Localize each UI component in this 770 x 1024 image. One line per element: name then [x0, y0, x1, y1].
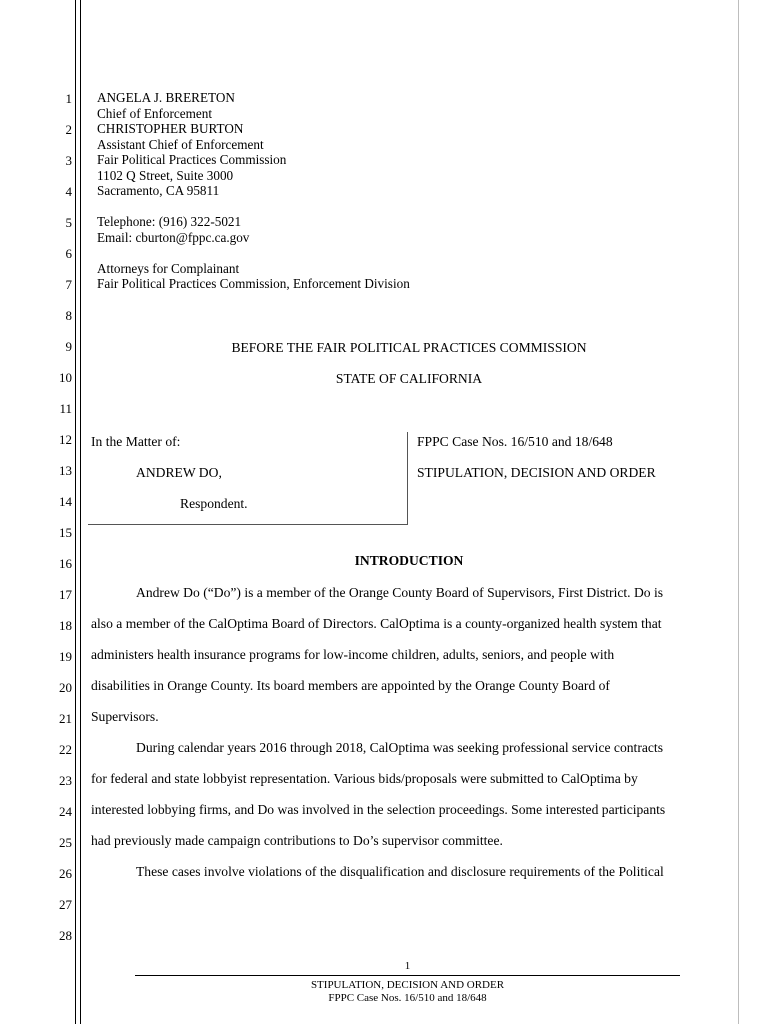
right-margin-rule [738, 0, 739, 1024]
line-number: 23 [59, 773, 72, 788]
line-number: 3 [65, 153, 72, 168]
document-title: STIPULATION, DECISION AND ORDER [417, 465, 656, 480]
state-title: STATE OF CALIFORNIA [335, 371, 483, 386]
attorneys-for-org: Fair Political Practices Commission, Enforcement Division [97, 276, 410, 291]
commission-title: BEFORE THE FAIR POLITICAL PRACTICES COMMISSION [231, 340, 587, 355]
respondent-label: Respondent. [180, 496, 248, 511]
case-numbers: FPPC Case Nos. 16/510 and 18/648 [417, 434, 613, 449]
city-address: Sacramento, CA 95811 [97, 183, 220, 198]
respondent-name: ANDREW DO, [136, 465, 222, 480]
body-line: interested lobbying firms, and Do was involved in the selection proceedings. Some interested participants [91, 802, 666, 817]
body-line: During calendar years 2016 through 2018, CalOptima was seeking professional service contracts [136, 740, 663, 755]
body-line: These cases involve violations of the disqualification and disclosure requirements of the Political [136, 864, 664, 879]
line-number: 13 [59, 463, 72, 478]
line-number: 27 [59, 897, 72, 912]
line-number: 14 [59, 494, 72, 509]
line-number: 12 [59, 432, 72, 447]
body-line: also a member of the CalOptima Board of Directors. CalOptima is a county-organized health system that [91, 616, 662, 631]
organization: Fair Political Practices Commission [97, 152, 287, 167]
line-number: 4 [65, 184, 72, 199]
line-number: 25 [59, 835, 72, 850]
line-number: 2 [65, 122, 72, 137]
telephone: Telephone: (916) 322-5021 [97, 214, 242, 229]
line-number: 20 [59, 680, 72, 695]
line-number: 9 [65, 339, 72, 354]
body-line: for federal and state lobbyist representation. Various bids/proposals were submitted to CalOptima by [91, 771, 638, 786]
line-number: 28 [59, 928, 72, 943]
line-number: 8 [65, 308, 72, 323]
page-number: 1 [404, 960, 411, 972]
section-heading: INTRODUCTION [354, 553, 464, 568]
line-number: 10 [59, 370, 72, 385]
attorney-name: CHRISTOPHER BURTON [97, 121, 244, 136]
left-margin-rule [75, 0, 76, 1024]
left-margin-rule-double [80, 0, 81, 1024]
body-line: Supervisors. [91, 709, 159, 724]
body-line: Andrew Do (“Do”) is a member of the Orange County Board of Supervisors, First District. Do is [136, 585, 664, 600]
line-number: 7 [65, 277, 72, 292]
attorneys-for: Attorneys for Complainant [97, 261, 240, 276]
footer-rule [135, 975, 680, 976]
attorney-title: Assistant Chief of Enforcement [97, 137, 264, 152]
line-number: 17 [59, 587, 72, 602]
line-number: 1 [65, 91, 72, 106]
line-number: 22 [59, 742, 72, 757]
body-line: had previously made campaign contributions to Do’s supervisor committee. [91, 833, 503, 848]
line-number: 16 [59, 556, 72, 571]
email: Email: cburton@fppc.ca.gov [97, 230, 250, 245]
in-the-matter: In the Matter of: [91, 434, 181, 449]
line-number: 11 [59, 401, 72, 416]
line-number: 21 [59, 711, 72, 726]
attorney-name: ANGELA J. BRERETON [97, 90, 235, 105]
footer-title: STIPULATION, DECISION AND ORDER [310, 979, 505, 991]
line-number: 26 [59, 866, 72, 881]
street-address: 1102 Q Street, Suite 3000 [97, 168, 234, 183]
body-line: disabilities in Orange County. Its board members are appointed by the Orange County Board of [91, 678, 610, 693]
line-number: 24 [59, 804, 72, 819]
line-number: 19 [59, 649, 72, 664]
body-line: administers health insurance programs for low-income children, adults, seniors, and people with [91, 647, 615, 662]
line-number: 18 [59, 618, 72, 633]
line-number: 15 [59, 525, 72, 540]
attorney-title: Chief of Enforcement [97, 106, 212, 121]
line-number: 6 [65, 246, 72, 261]
line-number: 5 [65, 215, 72, 230]
footer-case: FPPC Case Nos. 16/510 and 18/648 [328, 992, 487, 1004]
